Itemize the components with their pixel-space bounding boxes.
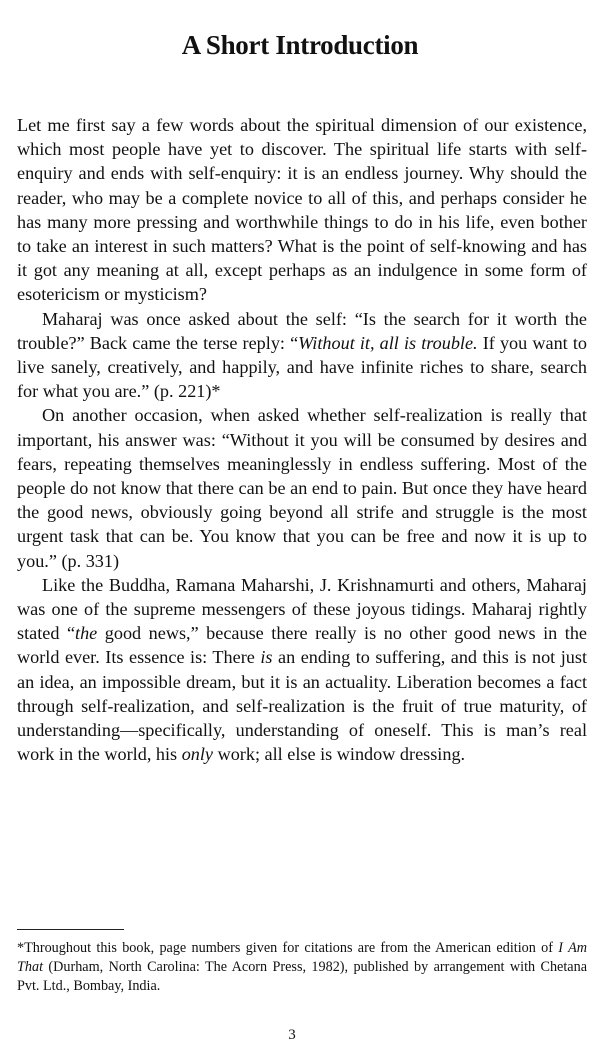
- text-run: On another occasion, when asked whether self-realization is really that important, his answer was: “Without it you will be consumed by desires and fears, repeating themselves meaninglessly in endless suffering. Most of the people do not know that there can be an end to pain. But once they have heard the good news, obviously going beyond all strife and struggle is the most urgent task that can be. You know that you can be free and now it is up to you.” (p. 331): [17, 405, 587, 571]
- paragraph: [17, 403, 587, 572]
- text-run: Maharaj was once asked about the self: “Is the search for it worth the trouble?” Back came the terse reply: “: [17, 308, 587, 353]
- text-run: If you want to live sanely, creatively, and happily, and have infinite riches to share, search for what you are.” (p. 221)*: [17, 332, 587, 402]
- paragraph: [17, 113, 587, 307]
- italic-text: Without it, all is trouble.: [298, 332, 478, 353]
- italic-text: the: [75, 623, 98, 644]
- text-run: an ending to suffering, and this is not just an idea, an impossible dream, but it is an actuality. Liberation becomes a fact through self-realization, and self-realization is the fruit of true maturity, of understanding—specifically, understanding of oneself. This is man’s real work in the world, his: [17, 647, 588, 765]
- text-run: good news,” because there really is no other good news in the world ever. Its essence is: There: [17, 623, 587, 668]
- paragraph: [17, 573, 587, 767]
- text-run: Let me first say a few words about the spiritual dimension of our existence, which most people have yet to discover. The spiritual life starts with self-enquiry and ends with self-enquiry: it is an endless journey. Why should the reader, who may be a complete novice to all of this, and perhaps consider he has many more pressing and worthwhile things to do in his life, even bother to take an interest in such matters? What is the point of self-knowing and has it got any meaning at all, except perhaps as an indulgence in some form of esotericism or mysticism?: [17, 115, 587, 305]
- text-run: Like the Buddha, Ramana Maharshi, J. Krishnamurti and others, Maharaj was one of the supreme messengers of these joyous tidings. Maharaj rightly stated “: [17, 574, 587, 644]
- italic-text: is: [260, 647, 273, 668]
- body-text: [17, 113, 587, 766]
- italic-text: I Am That: [17, 940, 587, 975]
- footnote: [17, 939, 587, 996]
- footnote-divider: [17, 929, 124, 930]
- italic-text: only: [181, 744, 214, 765]
- text-run: *Throughout this book, page numbers given for citations are from the American edition of: [17, 940, 559, 956]
- page-number: 3: [288, 1027, 296, 1043]
- chapter-title: A Short Introduction: [181, 30, 419, 60]
- text-run: (Durham, North Carolina: The Acorn Press, 1982), published by arrangement with Chetana Pvt. Ltd., Bombay, India.: [17, 959, 587, 994]
- paragraph: [17, 307, 587, 404]
- text-run: work; all else is window dressing.: [213, 744, 466, 765]
